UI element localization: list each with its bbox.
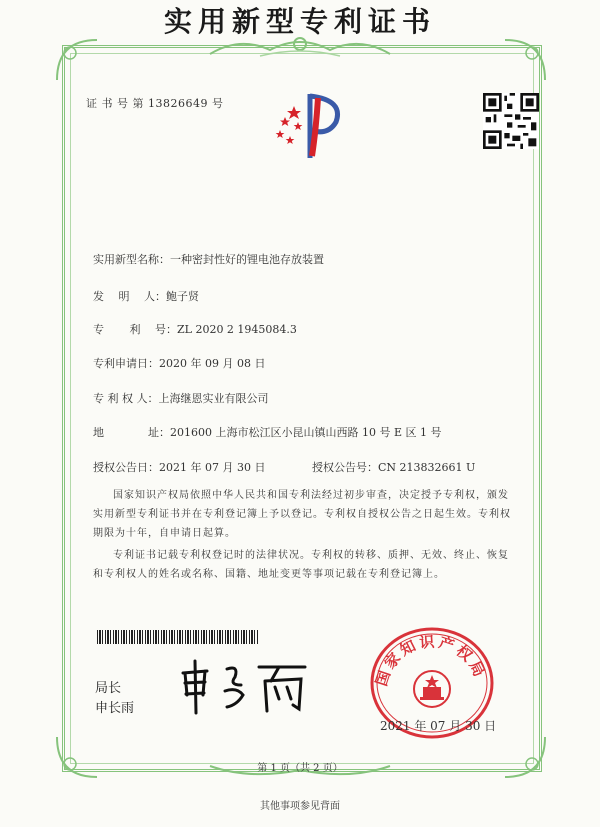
field-utility-model-name [93, 251, 324, 267]
top-ornament [200, 32, 400, 62]
corner-ornament-tl [52, 35, 102, 85]
seal-date: 2021 年 07 月 30 日 [380, 719, 497, 733]
field-value: 鲍子贤 [166, 290, 199, 303]
field-label: 授权公告号： [312, 461, 378, 474]
field-label: 授权公告日： [93, 461, 159, 474]
field-patentee [93, 390, 269, 406]
legal-status-paragraph: 专利证书记载专利权登记时的法律状况。专利权的转移、质押、无效、终止、恢复和专利权人的姓名或名称、国籍、地址变更等事项记载在专利登记簿上。 [93, 550, 509, 580]
field-value: 2020 年 09 月 08 日 [159, 357, 266, 370]
director-title: 局长 [95, 681, 122, 696]
field-label: 地 址： [93, 426, 170, 439]
signature-icon [175, 655, 315, 717]
qr-code-icon [483, 93, 539, 149]
field-value: 一种密封性好的锂电池存放装置 [170, 253, 324, 266]
seal-text: 国家知识产权局 [372, 632, 490, 689]
director-name: 申长雨 [95, 701, 135, 716]
field-grant-number [312, 459, 475, 475]
field-application-date [93, 355, 265, 371]
field-grant-date [93, 459, 265, 475]
footer-note: 其他事项参见背面 [260, 801, 340, 812]
page-number: 第 1 页（共 2 页） [257, 763, 343, 774]
field-address [93, 424, 442, 440]
field-label: 实用新型名称： [93, 253, 170, 266]
field-value: 上海继恩实业有限公司 [158, 392, 269, 405]
corner-ornament-bl [52, 732, 102, 782]
field-label: 专 利 号： [93, 323, 177, 336]
grant-statement-paragraph: 国家知识产权局依照中华人民共和国专利法经过初步审查，决定授予专利权，颁发实用新型专利证书并在专利登记簿上予以登记。专利权自授权公告之日起生效。专利权期限为十年，自申请日起算。 [93, 490, 511, 539]
field-value: 2021 年 07 月 30 日 [159, 461, 266, 474]
certificate-title: 实用新型专利证书 [163, 5, 436, 38]
field-value: ZL 2020 2 1945084.3 [177, 323, 297, 336]
field-inventor [93, 288, 199, 304]
corner-ornament-tr [500, 35, 550, 85]
field-label: 专 利 权 人： [93, 392, 159, 405]
field-value: 201600 上海市松江区小昆山镇山西路 10 号 E 区 1 号 [170, 426, 442, 439]
certificate-number: 证 书 号 第 13826649 号 [86, 97, 224, 110]
barcode-icon [97, 630, 259, 644]
field-label: 专利申请日： [93, 357, 159, 370]
patent-office-logo-icon [266, 90, 348, 162]
field-label: 发 明 人： [93, 290, 166, 303]
corner-ornament-br [500, 732, 550, 782]
field-patent-number [93, 321, 297, 337]
field-value: CN 213832661 U [378, 461, 476, 474]
